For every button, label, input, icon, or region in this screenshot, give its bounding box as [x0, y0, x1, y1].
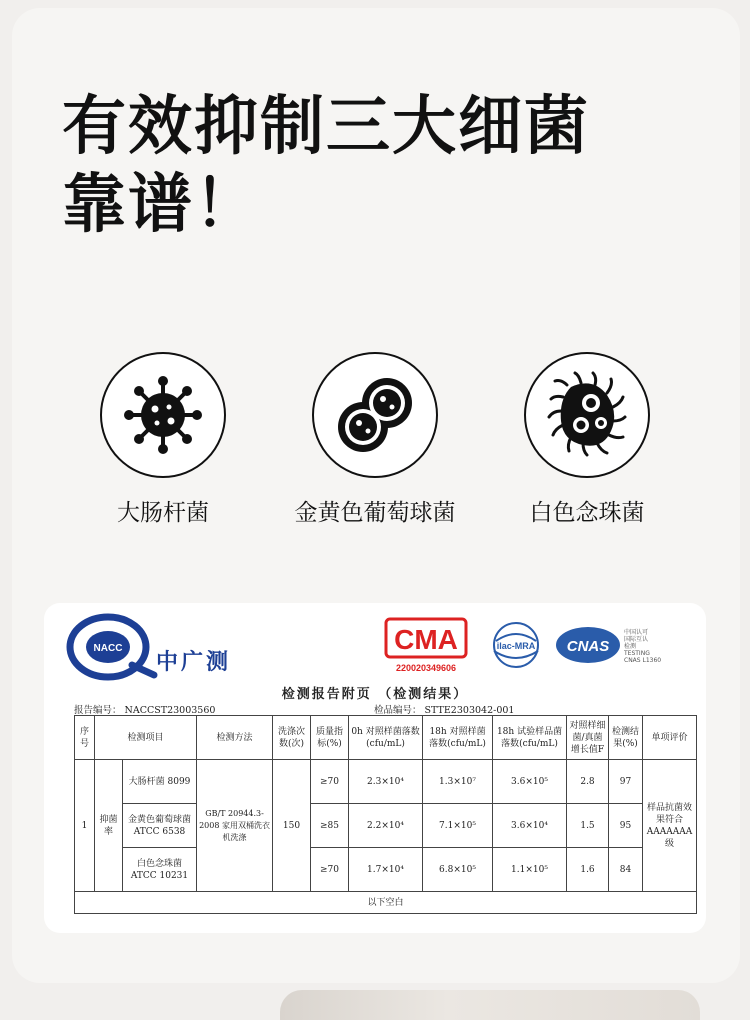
c18-cell: 7.1×10⁵ — [423, 804, 493, 848]
table-row — [75, 760, 697, 804]
table-footer-row — [75, 892, 697, 914]
bacteria-item-ecoli — [52, 352, 274, 527]
c0-cell: 2.2×10⁴ — [349, 804, 423, 848]
cnas-text: CNAS — [566, 638, 610, 655]
strain-cell: 大肠杆菌 8099 — [123, 760, 197, 804]
washes-cell: 150 — [273, 760, 311, 892]
t18-cell: 3.6×10⁵ — [493, 760, 567, 804]
ilac-logo-icon — [484, 621, 548, 677]
bacteria-item-staphylococcus — [264, 352, 486, 527]
evaluation-cell: 样品抗菌效果符合AAAAAAA级 — [643, 760, 697, 892]
strain-cell: 金黄色葡萄球菌 ATCC 6538 — [123, 804, 197, 848]
header-cell: 对照样细菌/真菌增长值F — [567, 716, 609, 760]
header-cell: 18h 对照样菌落数(cfu/mL) — [423, 716, 493, 760]
header-cell: 检测结果(%) — [609, 716, 643, 760]
cnas-note-line: 国际互认 — [624, 636, 649, 643]
table-row — [75, 804, 697, 848]
cma-number: 220020349606 — [395, 663, 457, 673]
bacteria-label: 大肠杆菌 — [117, 500, 209, 526]
bacteria-label: 金黄色葡萄球菌 — [294, 500, 456, 526]
bacteria-label: 白色念珠菌 — [529, 500, 645, 526]
nacc-logo-icon — [58, 607, 168, 687]
t18-cell: 1.1×10⁵ — [493, 848, 567, 892]
c18-cell: 1.3×10⁷ — [423, 760, 493, 804]
header-cell: 洗涤次数(次) — [273, 716, 311, 760]
cnas-logo-icon — [554, 623, 626, 673]
cnas-note-line: 检测 — [624, 643, 637, 650]
headline-line-2: 靠谱！ — [62, 168, 260, 242]
result-cell: 97 — [609, 760, 643, 804]
header-cell: 单项评价 — [643, 716, 697, 760]
method-cell: GB/T 20944.3-2008 家用双桶洗衣机洗涤 — [197, 760, 273, 892]
footer-cell: 以下空白 — [75, 892, 697, 914]
cma-logo-icon — [384, 617, 470, 683]
result-cell: 84 — [609, 848, 643, 892]
headline — [62, 88, 590, 244]
result-table — [74, 715, 697, 914]
t18-cell: 3.6×10⁴ — [493, 804, 567, 848]
cnas-note-line: TESTING — [624, 650, 650, 657]
table-header-row — [75, 716, 697, 760]
cma-text: CMA — [394, 624, 458, 655]
coccus-icon — [312, 352, 438, 478]
headline-line-1: 有效抑制三大细菌 — [62, 90, 590, 164]
strain-cell: 白色念珠菌 ATCC 10231 — [123, 848, 197, 892]
cnas-note-line: CNAS L1360 — [624, 657, 662, 664]
c18-cell: 6.8×10⁵ — [423, 848, 493, 892]
virus-icon — [100, 352, 226, 478]
bacteria-icons — [0, 352, 750, 532]
header-cell: 序号 — [75, 716, 95, 760]
bacillus-icon — [524, 352, 650, 478]
f-cell: 1.6 — [567, 848, 609, 892]
sample-number: 检品编号： STTE2303042-001 — [374, 705, 515, 716]
table-row — [75, 848, 697, 892]
header-cell: 18h 试验样品菌落数(cfu/mL) — [493, 716, 567, 760]
report-number: 报告编号： NACCST23003560 — [74, 705, 216, 716]
index-cell: ≥70 — [311, 848, 349, 892]
c0-cell: 2.3×10⁴ — [349, 760, 423, 804]
f-cell: 2.8 — [567, 760, 609, 804]
cnas-note — [624, 629, 661, 664]
ilac-text: ilac-MRA — [496, 641, 536, 651]
bacteria-item-candida — [476, 352, 698, 527]
product-photo-strip — [280, 990, 700, 1020]
header-cell: 质量指标(%) — [311, 716, 349, 760]
cnas-note-line: 中国认可 — [624, 629, 649, 636]
index-cell: ≥85 — [311, 804, 349, 848]
nacc-logo-text: NACC — [93, 643, 123, 654]
header-cell: 0h 对照样菌落数(cfu/mL) — [349, 716, 423, 760]
result-cell: 95 — [609, 804, 643, 848]
index-cell: ≥70 — [311, 760, 349, 804]
seq-cell: 1 — [75, 760, 95, 892]
report-logos — [44, 603, 706, 683]
item-group-cell: 抑菌率 — [95, 760, 123, 892]
test-report-image — [44, 603, 706, 933]
report-title: 检测报告附页 （检测结果） — [281, 687, 469, 702]
header-cell: 检测项目 — [95, 716, 197, 760]
lab-name: 中广测 — [156, 650, 232, 675]
header-cell: 检测方法 — [197, 716, 273, 760]
c0-cell: 1.7×10⁴ — [349, 848, 423, 892]
f-cell: 1.5 — [567, 804, 609, 848]
